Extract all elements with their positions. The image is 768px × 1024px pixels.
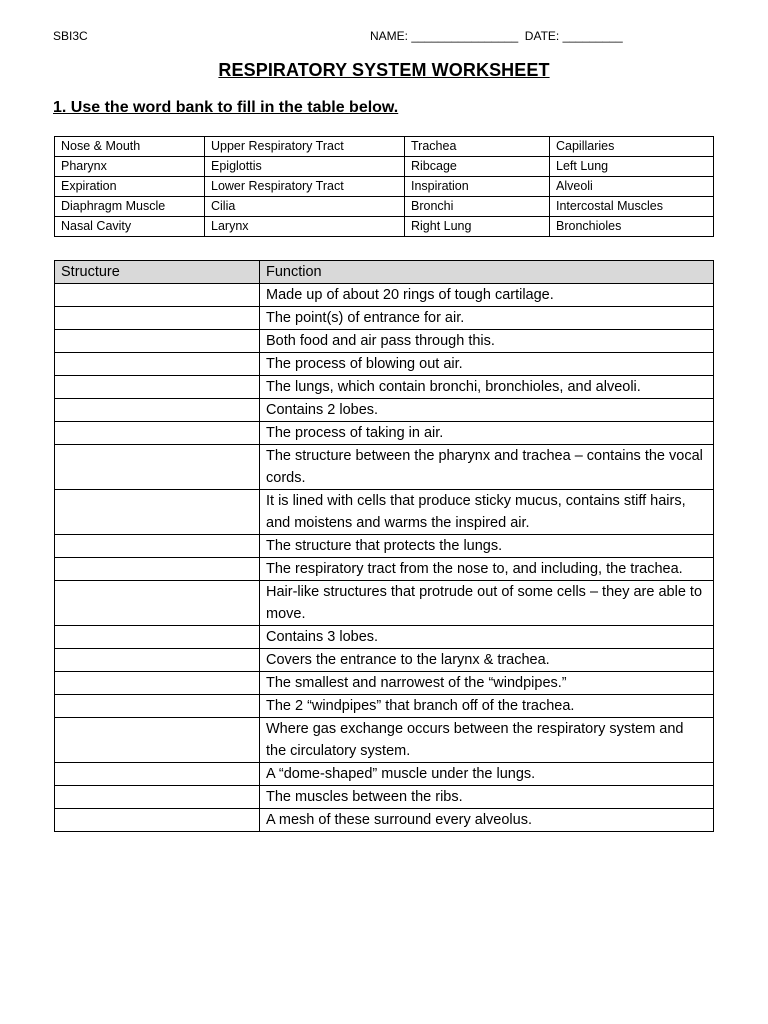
function-description-cell: The point(s) of entrance for air. <box>260 307 714 330</box>
function-column-header: Function <box>260 261 714 284</box>
structure-answer-cell[interactable] <box>55 490 260 535</box>
word-bank-cell: Bronchi <box>405 197 550 217</box>
word-bank-row <box>55 157 714 177</box>
word-bank-cell: Trachea <box>405 137 550 157</box>
word-bank-cell: Left Lung <box>550 157 714 177</box>
word-bank-cell: Cilia <box>205 197 405 217</box>
word-bank-table <box>54 136 714 237</box>
structure-answer-cell[interactable] <box>55 558 260 581</box>
structure-answer-cell[interactable] <box>55 307 260 330</box>
function-description-cell: Covers the entrance to the larynx & trachea. <box>260 649 714 672</box>
word-bank-cell: Larynx <box>205 217 405 237</box>
structure-answer-cell[interactable] <box>55 445 260 490</box>
function-description-cell: The structure that protects the lungs. <box>260 535 714 558</box>
word-bank-cell: Ribcage <box>405 157 550 177</box>
word-bank-cell: Epiglottis <box>205 157 405 177</box>
word-bank-cell: Right Lung <box>405 217 550 237</box>
structure-table-row <box>55 284 714 307</box>
structure-answer-cell[interactable] <box>55 718 260 763</box>
word-bank-cell: Alveoli <box>550 177 714 197</box>
structure-table-row <box>55 307 714 330</box>
structure-column-header: Structure <box>55 261 260 284</box>
word-bank-cell: Pharynx <box>55 157 205 177</box>
word-bank-cell: Lower Respiratory Tract <box>205 177 405 197</box>
structure-answer-cell[interactable] <box>55 330 260 353</box>
function-description-cell: The respiratory tract from the nose to, and including, the trachea. <box>260 558 714 581</box>
word-bank-cell: Intercostal Muscles <box>550 197 714 217</box>
function-description-cell: Both food and air pass through this. <box>260 330 714 353</box>
structure-answer-cell[interactable] <box>55 695 260 718</box>
structure-table-row <box>55 649 714 672</box>
structure-table-row <box>55 763 714 786</box>
structure-answer-cell[interactable] <box>55 809 260 832</box>
structure-answer-cell[interactable] <box>55 763 260 786</box>
structure-answer-cell[interactable] <box>55 422 260 445</box>
word-bank-cell: Bronchioles <box>550 217 714 237</box>
structure-table-row <box>55 626 714 649</box>
structure-table-row <box>55 672 714 695</box>
structure-answer-cell[interactable] <box>55 376 260 399</box>
structure-table-row <box>55 535 714 558</box>
function-description-cell: The muscles between the ribs. <box>260 786 714 809</box>
word-bank-cell: Diaphragm Muscle <box>55 197 205 217</box>
structure-table-row <box>55 353 714 376</box>
structure-table-row <box>55 422 714 445</box>
function-description-cell: The structure between the pharynx and trachea – contains the vocal cords. <box>260 445 714 490</box>
structure-answer-cell[interactable] <box>55 399 260 422</box>
structure-answer-cell[interactable] <box>55 353 260 376</box>
header-row <box>0 29 768 45</box>
function-description-cell: The process of blowing out air. <box>260 353 714 376</box>
structure-answer-cell[interactable] <box>55 284 260 307</box>
word-bank-row <box>55 177 714 197</box>
word-bank-cell: Nose & Mouth <box>55 137 205 157</box>
structure-answer-cell[interactable] <box>55 649 260 672</box>
word-bank-cell: Capillaries <box>550 137 714 157</box>
instruction-heading: 1. Use the word bank to fill in the table below. <box>53 99 399 116</box>
structure-table-row <box>55 445 714 490</box>
function-description-cell: It is lined with cells that produce sticky mucus, contains stiff hairs, and moistens and warms the inspired air. <box>260 490 714 535</box>
function-description-cell: Hair-like structures that protrude out of some cells – they are able to move. <box>260 581 714 626</box>
function-description-cell: Made up of about 20 rings of tough cartilage. <box>260 284 714 307</box>
structure-answer-cell[interactable] <box>55 672 260 695</box>
structure-table-row <box>55 490 714 535</box>
structure-table-body <box>55 284 714 832</box>
word-bank-cell: Inspiration <box>405 177 550 197</box>
word-bank-row <box>55 197 714 217</box>
function-description-cell: A mesh of these surround every alveolus. <box>260 809 714 832</box>
function-description-cell: Contains 2 lobes. <box>260 399 714 422</box>
structure-table-row <box>55 399 714 422</box>
structure-table-row <box>55 330 714 353</box>
function-description-cell: The lungs, which contain bronchi, bronchioles, and alveoli. <box>260 376 714 399</box>
name-date-field: NAME: ________________ DATE: _________ <box>370 29 623 43</box>
structure-answer-cell[interactable] <box>55 786 260 809</box>
word-bank-cell: Expiration <box>55 177 205 197</box>
structure-table-row <box>55 786 714 809</box>
structure-table-row <box>55 718 714 763</box>
structure-table-row <box>55 376 714 399</box>
word-bank-row <box>55 137 714 157</box>
word-bank-cell: Nasal Cavity <box>55 217 205 237</box>
structure-answer-cell[interactable] <box>55 535 260 558</box>
structure-table-row <box>55 558 714 581</box>
function-description-cell: The process of taking in air. <box>260 422 714 445</box>
word-bank-row <box>55 217 714 237</box>
structure-function-table <box>54 260 714 832</box>
structure-table-row <box>55 695 714 718</box>
worksheet-title: RESPIRATORY SYSTEM WORKSHEET <box>218 60 550 80</box>
word-bank-cell: Upper Respiratory Tract <box>205 137 405 157</box>
structure-answer-cell[interactable] <box>55 581 260 626</box>
function-description-cell: A “dome-shaped” muscle under the lungs. <box>260 763 714 786</box>
structure-table-row <box>55 809 714 832</box>
structure-answer-cell[interactable] <box>55 626 260 649</box>
function-description-cell: The 2 “windpipes” that branch off of the trachea. <box>260 695 714 718</box>
structure-table-row <box>55 581 714 626</box>
course-code: SBI3C <box>53 29 88 43</box>
function-description-cell: Contains 3 lobes. <box>260 626 714 649</box>
function-description-cell: The smallest and narrowest of the “windpipes.” <box>260 672 714 695</box>
function-description-cell: Where gas exchange occurs between the respiratory system and the circulatory system. <box>260 718 714 763</box>
structure-table-header-row <box>55 261 714 284</box>
